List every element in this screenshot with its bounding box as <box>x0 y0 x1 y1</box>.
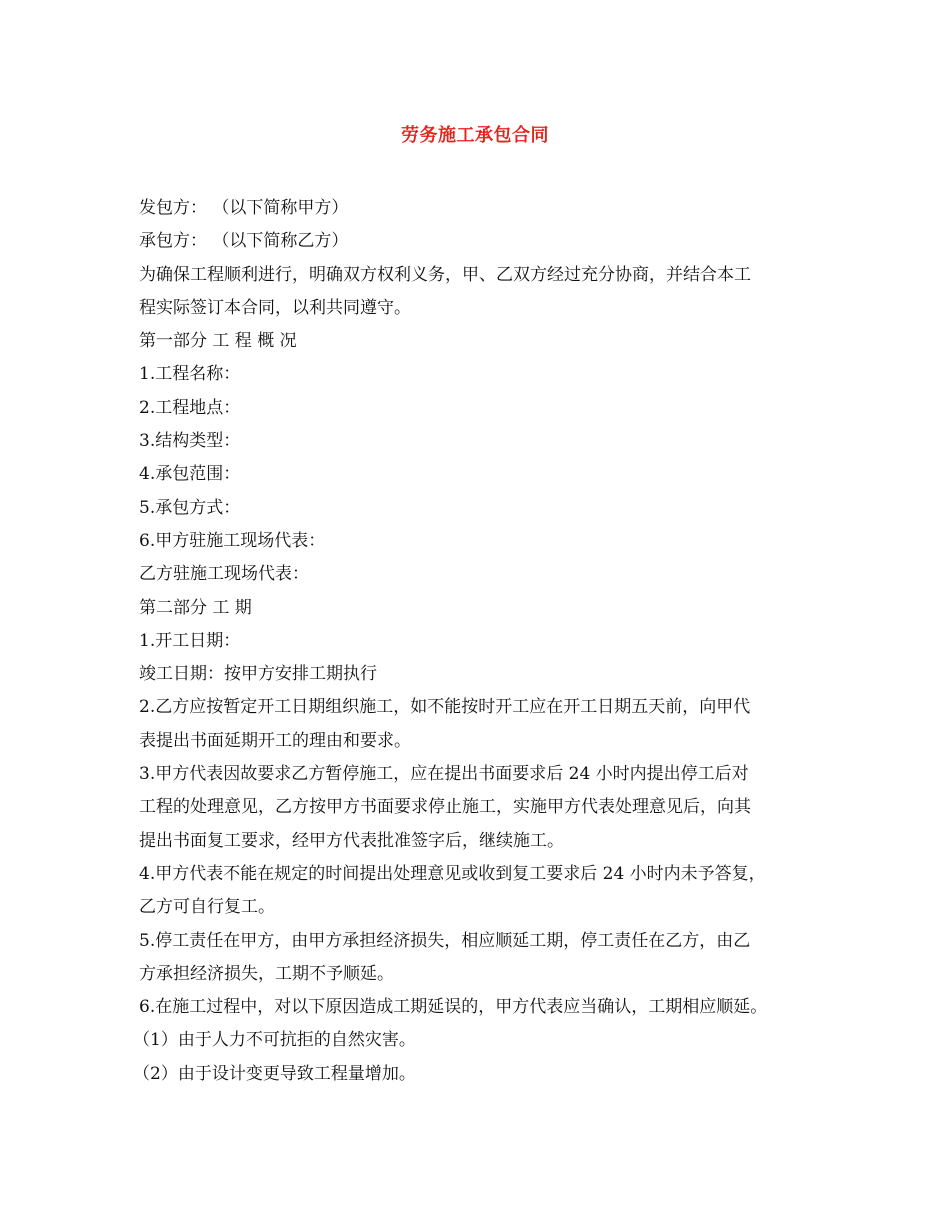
party-a-line: 发包方： （以下简称甲方） <box>139 198 349 218</box>
project-name-line: 1.工程名称： <box>139 364 241 385</box>
clause-4-line-1: 4.甲方代表不能在规定的时间提出处理意见或收到复工要求后 24 小时内未予答复， <box>139 863 766 884</box>
preamble-line-1: 为确保工程顺利进行，明确双方权利义务，甲、乙双方经过充分协商，并结合本工 <box>139 264 751 285</box>
preamble-line-2: 程实际签订本合同，以利共同遵守。 <box>139 297 411 318</box>
party-b-line: 承包方： （以下简称乙方） <box>139 231 349 252</box>
document-title: 劳务施工承包合同 <box>401 125 549 146</box>
clause-6-item-2: （2）由于设计变更导致工程量增加。 <box>133 1063 416 1084</box>
structure-type-line: 3.结构类型： <box>139 431 241 452</box>
clause-2-line-1: 2.乙方应按暂定开工日期组织施工，如不能按时开工应在开工日期五天前，向甲代 <box>139 697 751 718</box>
clause-6-line: 6.在施工过程中，对以下原因造成工期延误的，甲方代表应当确认，工期相应顺延。 <box>139 997 768 1018</box>
clause-4-line-2: 乙方可自行复工。 <box>139 897 275 918</box>
document-body <box>133 192 829 1091</box>
clause-5-line-2: 方承担经济损失，工期不予顺延。 <box>139 963 394 984</box>
section-heading-1: 第一部分 工 程 概 况 <box>139 331 297 352</box>
start-date-line: 1.开工日期： <box>139 630 241 651</box>
clause-2-line-2: 表提出书面延期开工的理由和要求。 <box>139 730 411 751</box>
clause-3-line-3: 提出书面复工要求，经甲方代表批准签字后，继续施工。 <box>139 830 564 851</box>
clause-5-line-1: 5.停工责任在甲方，由甲方承担经济损失，相应顺延工期，停工责任在乙方，由乙 <box>139 930 751 951</box>
project-location-line: 2.工程地点： <box>139 397 241 418</box>
party-a-rep-line: 6.甲方驻施工现场代表： <box>139 530 326 551</box>
clause-3-line-1: 3.甲方代表因故要求乙方暂停施工，应在提出书面要求后 24 小时内提出停工后对 <box>139 764 749 785</box>
party-b-rep-line: 乙方驻施工现场代表： <box>139 564 309 585</box>
completion-date-line: 竣工日期：按甲方安排工期执行 <box>139 664 377 685</box>
section-heading-2: 第二部分 工 期 <box>139 597 252 618</box>
clause-6-item-1: （1）由于人力不可抗拒的自然灾害。 <box>133 1030 416 1051</box>
clause-3-line-2: 工程的处理意见，乙方按甲方书面要求停止施工，实施甲方代表处理意见后，向其 <box>139 797 751 818</box>
contract-scope-line: 4.承包范围： <box>139 464 241 485</box>
contract-method-line: 5.承包方式： <box>139 497 241 518</box>
